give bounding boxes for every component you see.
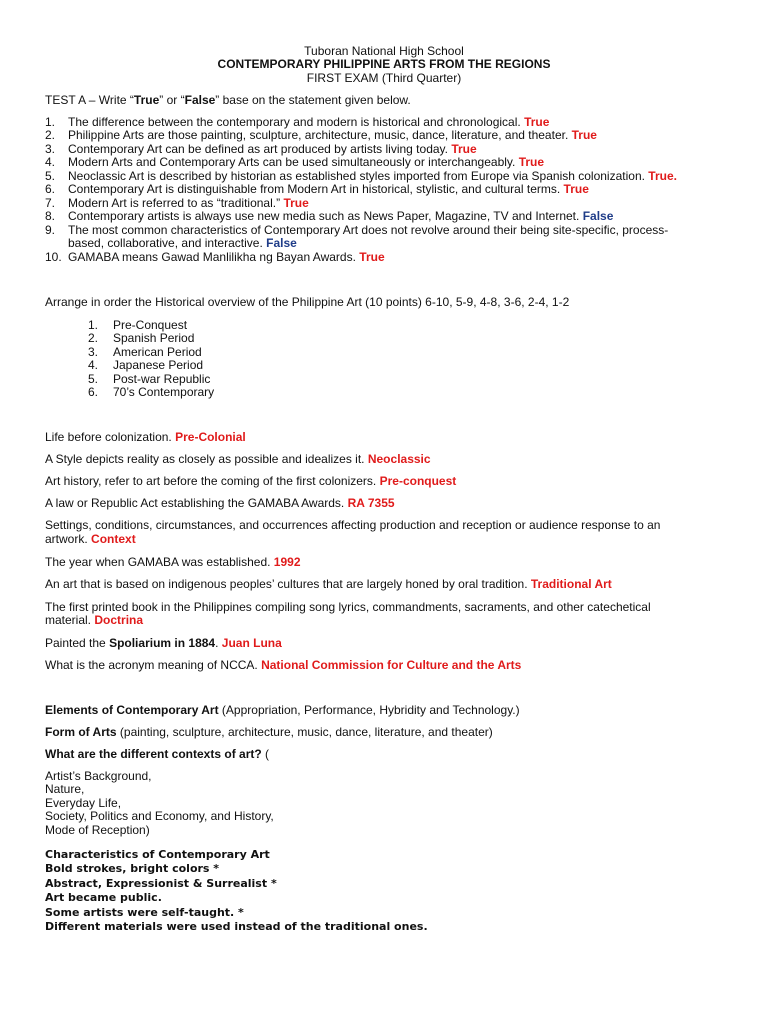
statement-text: GAMABA means Gawad Manlilikha ng Bayan Awards. [68, 250, 356, 264]
test-a-instruction [45, 93, 411, 107]
school-name: Tuboran National High School [304, 44, 464, 58]
list-item: Pre-Conquest [113, 318, 188, 332]
identification-item [45, 452, 431, 466]
answer-true: True [451, 142, 477, 156]
answer-text: Doctrina [94, 613, 144, 627]
question-text: Life before colonization. [45, 430, 172, 444]
answer-true: True [571, 128, 597, 142]
list-item: Nature, [45, 782, 85, 796]
identification-item [45, 474, 456, 488]
answer-true: True [524, 115, 550, 129]
list-item: Post-war Republic [113, 372, 211, 386]
elements-line [45, 703, 520, 717]
item-number: 10. [45, 250, 62, 264]
identification-item-continued [45, 613, 143, 627]
answer-true: True [359, 250, 385, 264]
item-number: 4. [88, 358, 99, 372]
question-text: An art that is based on indigenous peoples’ cultures that are largely honed by oral tradition. [45, 577, 528, 591]
list-item: Different materials were used instead of the traditional ones. [45, 920, 428, 933]
statement-text: The difference between the contemporary and modern is historical and chronological. [68, 115, 521, 129]
answer-text: Pre-Colonial [175, 430, 246, 444]
identification-item-continued [45, 532, 136, 546]
answer-text: Traditional Art [530, 577, 612, 591]
form-label: Form of Arts [45, 725, 117, 739]
instruction-true: True [133, 93, 160, 107]
item-number: 3. [88, 345, 99, 359]
list-item: Bold strokes, bright colors * [45, 862, 220, 875]
question-text: artwork. [45, 532, 88, 546]
answer-true: True [518, 155, 545, 169]
contexts-question [45, 747, 269, 761]
list-item [68, 209, 613, 223]
item-number: 5. [45, 169, 56, 183]
list-item: Art became public. [45, 891, 162, 904]
list-item: Society, Politics and Economy, and History, [45, 809, 274, 823]
identification-item: Settings, conditions, circumstances, and occurrences affecting production and reception or audience response to an [45, 518, 661, 532]
answer-false: False [266, 236, 297, 250]
instruction-false: False [184, 93, 216, 107]
item-number: 2. [45, 128, 56, 142]
item-number: 4. [45, 155, 56, 169]
list-item-continued [68, 236, 297, 250]
identification-item [45, 555, 301, 569]
item-number: 9. [45, 223, 56, 237]
statement-text: Philippine Arts are those painting, sculpture, architecture, music, dance, literature, and theater. [68, 128, 569, 142]
list-item [68, 128, 597, 142]
question-bold: Spoliarium in 1884 [109, 636, 216, 650]
identification-item [45, 496, 395, 510]
statement-text: Contemporary artists is always use new media such as News Paper, Magazine, TV and Internet. [68, 209, 580, 223]
statement-text: Contemporary Art can be defined as art produced by artists living today. [68, 142, 448, 156]
answer-text: Neoclassic [367, 452, 431, 466]
list-item: Artist’s Background, [45, 769, 152, 783]
characteristics-title: Characteristics of Contemporary Art [45, 848, 270, 861]
list-item: 70’s Contemporary [113, 385, 215, 399]
list-item: Spanish Period [113, 331, 195, 345]
answer-false: False [582, 209, 614, 223]
list-item: Abstract, Expressionist & Surrealist * [45, 877, 277, 890]
elements-label: Elements of Contemporary Art [45, 703, 219, 717]
list-item [68, 115, 549, 129]
form-text: (painting, sculpture, architecture, music, dance, literature, and theater) [116, 725, 493, 739]
list-item [68, 250, 385, 264]
item-number: 3. [45, 142, 56, 156]
instruction-text: TEST A – Write “ [45, 93, 134, 107]
answer-text: Context [91, 532, 136, 546]
answer-true: True. [648, 169, 677, 183]
identification-item [45, 430, 246, 444]
list-item [68, 182, 589, 196]
question-text: What is the acronym meaning of NCCA. [45, 658, 258, 672]
contexts-paren: ( [261, 747, 270, 761]
list-item: American Period [113, 345, 202, 359]
answer-true: True [283, 196, 309, 210]
item-number: 5. [88, 372, 99, 386]
list-item [68, 169, 677, 183]
identification-item [45, 636, 282, 650]
form-line [45, 725, 493, 739]
instruction-text: ” or “ [159, 93, 185, 107]
list-item: Everyday Life, [45, 796, 122, 810]
item-number: 7. [45, 196, 56, 210]
question-text: . [215, 636, 219, 650]
list-item [68, 196, 309, 210]
item-number: 6. [88, 385, 99, 399]
list-item: Japanese Period [113, 358, 204, 372]
instruction-text: ” base on the statement given below. [215, 93, 411, 107]
item-number: 2. [88, 331, 99, 345]
item-number: 8. [45, 209, 56, 223]
statement-text: Contemporary Art is distinguishable from Modern Art in historical, stylistic, and cultural terms. [68, 182, 561, 196]
elements-text: (Appropriation, Performance, Hybridity and Technology.) [218, 703, 520, 717]
statement-text: Modern Art is referred to as “traditional.” [68, 196, 281, 210]
answer-text: Pre-conquest [379, 474, 457, 488]
question-text: The year when GAMABA was established. [45, 555, 271, 569]
answer-text: 1992 [273, 555, 301, 569]
answer-text: National Commission for Culture and the Arts [261, 658, 522, 672]
question-text: Painted the [45, 636, 106, 650]
subject-title: CONTEMPORARY PHILIPPINE ARTS FROM THE REGIONS [217, 57, 551, 71]
question-text: Art history, refer to art before the coming of the first colonizers. [45, 474, 377, 488]
identification-item [45, 577, 612, 591]
identification-item: The first printed book in the Philippines compiling song lyrics, commandments, sacraments, and other catechetical [45, 600, 651, 614]
list-item [68, 155, 544, 169]
list-item: The most common characteristics of Contemporary Art does not revolve around their being site-specific, process- [68, 223, 669, 237]
statement-text: Modern Arts and Contemporary Arts can be used simultaneously or interchangeably. [68, 155, 516, 169]
exam-title: FIRST EXAM (Third Quarter) [306, 71, 462, 85]
contexts-label: What are the different contexts of art? [45, 747, 262, 761]
question-text: A law or Republic Act establishing the GAMABA Awards. [45, 496, 345, 510]
answer-text: Juan Luna [221, 636, 282, 650]
question-text: A Style depicts reality as closely as possible and idealizes it. [45, 452, 365, 466]
identification-item [45, 658, 521, 672]
item-number: 1. [88, 318, 99, 332]
item-number: 1. [45, 115, 56, 129]
arrange-instruction: Arrange in order the Historical overview of the Philippine Art (10 points) 6-10, 5-9, 4-8, 3-6, 2-4, 1-2 [45, 295, 570, 309]
item-number: 6. [45, 182, 56, 196]
list-item: Some artists were self-taught. * [45, 906, 244, 919]
list-item [68, 142, 477, 156]
answer-text: RA 7355 [347, 496, 395, 510]
statement-text: Neoclassic Art is described by historian as established styles imported from Europe via Spanish colonization. [68, 169, 645, 183]
question-text: material. [45, 613, 92, 627]
answer-true: True [563, 182, 589, 196]
statement-text: based, collaborative, and interactive. [68, 236, 263, 250]
list-item: Mode of Reception) [45, 823, 150, 837]
